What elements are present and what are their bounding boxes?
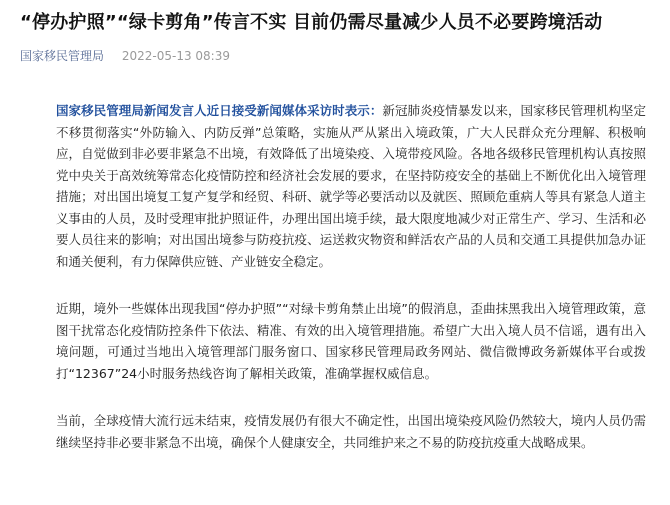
paragraph-lead: 国家移民管理局新闻发言人近日接受新闻媒体采访时表示： xyxy=(56,103,383,118)
article-meta xyxy=(20,48,652,64)
article-paragraph-3: 当前，全球疫情大流行远未结束，疫情发展仍有很大不确定性，出国出境染疫风险仍然较大，境内人员仍需继续坚持非必要非紧急不出境，确保个人健康安全，共同维护来之不易的防疫抗疫重大战略成果。 xyxy=(56,413,646,450)
article-title: “停办护照”“绿卡剪角”传言不实 目前仍需尽量减少人员不必要跨境活动 xyxy=(20,12,603,33)
article-paragraph-2: 近期，境外一些媒体出现我国“停办护照”“对绿卡剪角禁止出境”的假消息，歪曲抹黑我出入境管理政策，意图干扰常态化疫情防控条件下依法、精准、有效的出入境管理措施。希望广大出入境人员不信谣，遇有出入境问题，可通过当地出入境管理部门服务窗口、国家移民管理局政务网站、微信微博政务新媒体平台或拨打“12367”24小时服务热线咨询了解相关政策，准确掌握权威信息。 xyxy=(56,301,646,381)
publish-date: 2022-05-13 08:39 xyxy=(121,49,230,63)
paragraph-1-body: 新冠肺炎疫情暴发以来，国家移民管理机构坚定不移贯彻落实“外防输入、内防反弹”总策略，实施从严从紧出入境政策，广大人民群众充分理解、积极响应，自觉做到非必要非紧急不出境，有效降低了出境染疫、入境带疫风险。各地各级移民管理机构认真按照党中央关于高效统筹常态化疫情防控和经济社会发展的要求，在坚持防疫安全的基础上不断优化出入境管理措施；对出国出境复工复产复学和经贸、科研、就学等必要活动以及就医、照顾危重病人等具有紧急人道主义事由的人员，及时受理审批护照证件，办理出国出境手续，最大限度地减少对正常生产、学习、生活和必要人员往来的影响；对出国出境参与防疫抗疫、运送救灾物资和鲜活农产品的人员和交通工具提供加急办证和通关便利，有力保障供应链、产业链安全稳定。 xyxy=(56,103,646,269)
article-body xyxy=(20,100,652,453)
source-link[interactable]: 国家移民管理局 xyxy=(20,49,105,63)
article-paragraph-1 xyxy=(56,100,646,272)
